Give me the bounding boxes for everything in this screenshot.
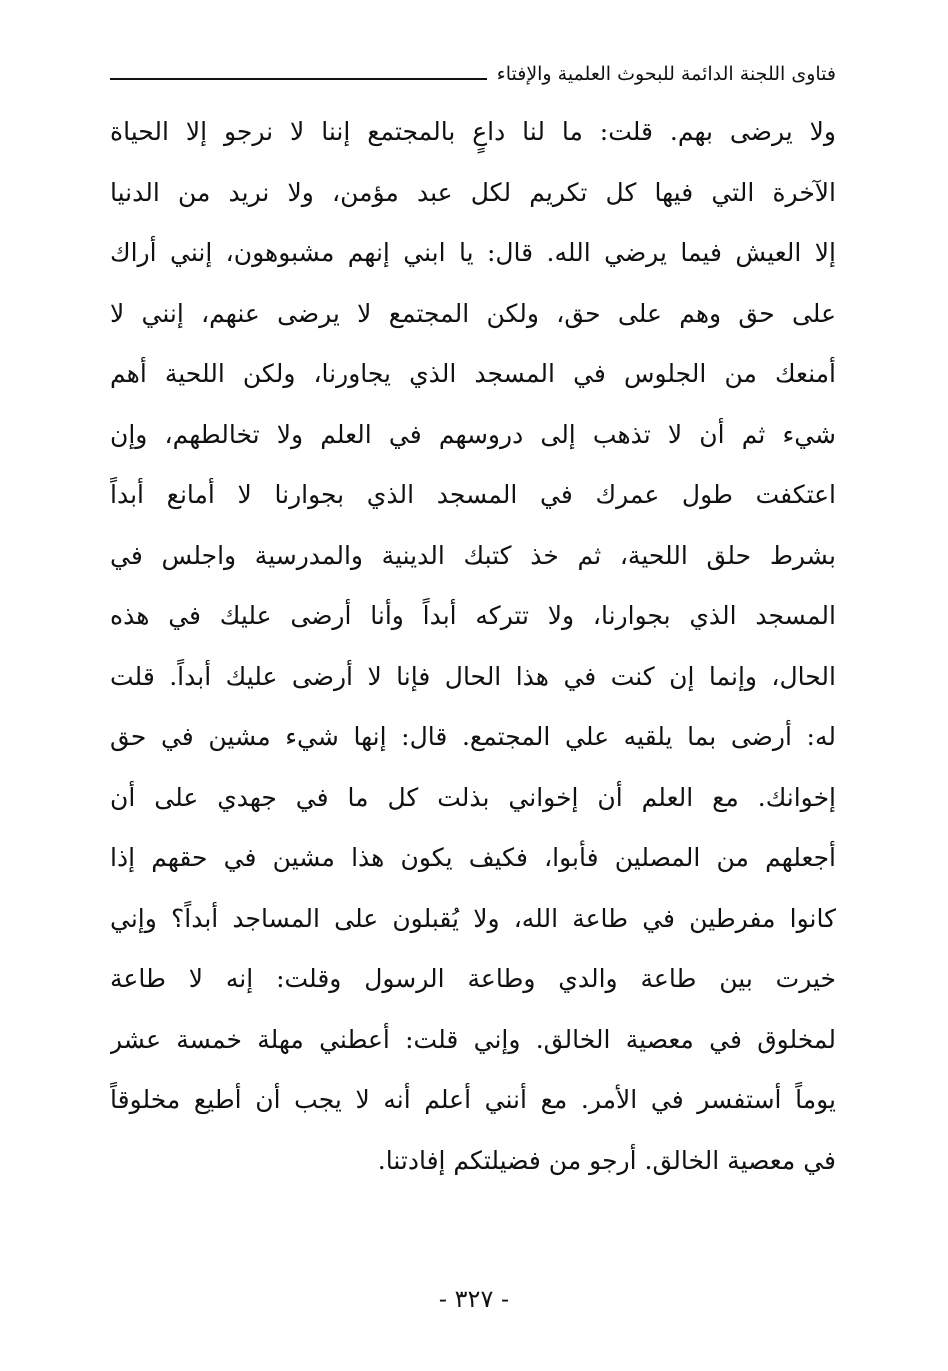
page-number: - ٣٢٧ - [438, 1285, 510, 1313]
text-line: في معصية الخالق. أرجو من فضيلتكم إفادتنا. [377, 1145, 836, 1175]
text-line: المسجد الذي بجوارنا، ولا تتركه أبداً وأنا أرضى عليك في هذه [110, 601, 836, 630]
text-line: بشرط حلق اللحية، ثم خذ كتبك الدينية والمدرسية واجلس في [110, 540, 836, 570]
text-line: الحال، وإنما إن كنت في هذا الحال فإنا لا أرضى عليك أبداً. قلت [110, 661, 836, 691]
text-line: شيء ثم أن لا تذهب إلى دروسهم في العلم ولا تخالطهم، وإن [110, 419, 836, 449]
header-rule [110, 78, 487, 80]
text-line: اعتكفت طول عمرك في المسجد الذي بجوارنا لا أمانع أبداً [110, 480, 836, 509]
text-line: خيرت بين طاعة والدي وطاعة الرسول وقلت: إنه لا طاعة [110, 964, 836, 993]
text-line: إخوانك. مع العلم أن إخواني بذلت كل ما في جهدي على أن [110, 782, 836, 812]
text-line: ولا يرضى بهم. قلت: ما لنا داعٍ بالمجتمع إننا لا نرجو إلا الحياة [110, 117, 836, 146]
text-line: أمنعك من الجلوس في المسجد الذي يجاورنا، ولكن اللحية أهم [110, 359, 836, 388]
text-line: له: أرضى بما يلقيه علي المجتمع. قال: إنها شيء مشين في حق [110, 722, 836, 751]
text-line: لمخلوق في معصية الخالق. وإني قلت: أعطني مهلة خمسة عشر [110, 1024, 836, 1054]
text-line: أجعلهم من المصلين فأبوا، فكيف يكون هذا مشين في حقهم إذا [110, 843, 836, 872]
running-header [110, 56, 836, 86]
text-line: إلا العيش فيما يرضي الله. قال: يا ابني إنهم مشبوهون، إنني أراك [110, 238, 836, 267]
text-line: الآخرة التي فيها كل تكريم لكل عبد مؤمن، ولا نريد من الدنيا [110, 177, 836, 207]
text-line: كانوا مفرطين في طاعة الله، ولا يُقبلون على المساجد أبداً؟ وإني [110, 903, 836, 933]
running-header-title: فتاوى اللجنة الدائمة للبحوث العلمية والإفتاء [496, 63, 836, 85]
text-line: على حق وهم على حق، ولكن المجتمع لا يرضى عنهم، إنني لا [110, 298, 836, 328]
body-text [110, 102, 836, 1191]
text-line: يوماً أستفسر في الأمر. مع أنني أعلم أنه لا يجب أن أطيع مخلوقاً [110, 1085, 836, 1114]
